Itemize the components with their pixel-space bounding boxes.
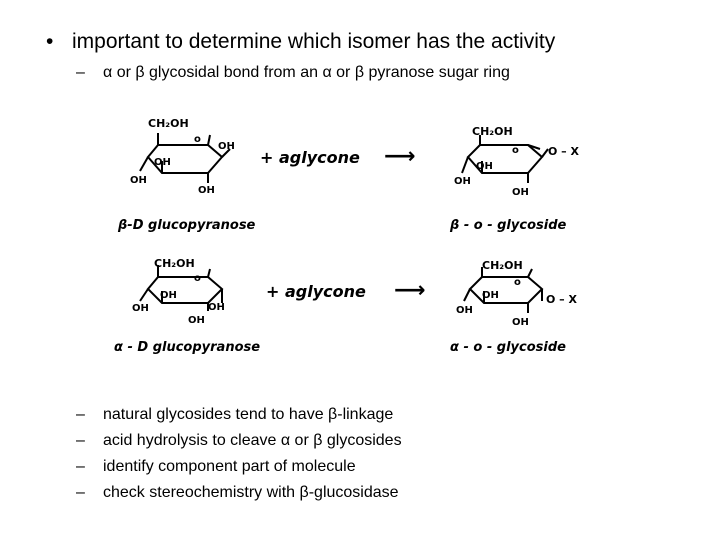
oh-label: OH (512, 317, 529, 328)
ch2oh-label: CH₂OH (154, 257, 195, 270)
list-item (76, 428, 402, 454)
ring-oxygen-label: o (512, 145, 519, 156)
alpha-glucopyranose-caption: α - D glucopyranose (114, 340, 261, 355)
dash-marker: – (76, 458, 85, 475)
o-x-label: O – X (546, 293, 577, 306)
oh-label: OH (476, 161, 493, 172)
notes-list (76, 402, 402, 506)
reaction-arrow: ⟶ (394, 278, 426, 303)
list-item-text: identify component part of molecule (103, 458, 356, 475)
beta-glycoside-caption: β - o - glycoside (450, 218, 567, 233)
ring-oxygen-label: o (194, 273, 201, 284)
dash-marker: – (76, 64, 85, 81)
oh-label: OH (154, 157, 171, 168)
ch2oh-label: CH₂OH (482, 259, 523, 272)
oh-label: OH (130, 175, 147, 186)
oh-label: OH (454, 176, 471, 187)
list-item-text: check stereochemistry with β-glucosidase (103, 484, 399, 501)
ring-oxygen-label: o (194, 134, 201, 145)
main-bullet-text: important to determine which isomer has the activity (72, 30, 556, 53)
oh-label: OH (218, 141, 235, 152)
list-item-text: natural glycosides tend to have β-linkage (103, 406, 394, 423)
ch2oh-label: CH₂OH (472, 125, 513, 138)
glycoside-reaction-figure (110, 105, 610, 370)
list-item (76, 454, 402, 480)
dash-marker: – (76, 432, 85, 449)
list-item (76, 402, 402, 428)
dash-marker: – (76, 406, 85, 423)
dash-marker: – (76, 484, 85, 501)
oh-label: OH (482, 290, 499, 301)
beta-glycoside-structure (462, 135, 548, 183)
oh-label: OH (512, 187, 529, 198)
list-item-text: acid hydrolysis to cleave α or β glycosides (103, 432, 402, 449)
ch2oh-label: CH₂OH (148, 117, 189, 130)
oh-label: OH (198, 185, 215, 196)
bullet-marker: • (46, 30, 54, 53)
sub-bullet (76, 64, 510, 82)
sub-bullet-text: α or β glycosidal bond from an α or β pyranose sugar ring (103, 64, 510, 81)
alpha-glycoside-structure (464, 267, 542, 313)
o-x-label: O – X (548, 145, 579, 158)
ring-oxygen-label: o (514, 277, 521, 288)
alpha-glycoside-caption: α - o - glycoside (450, 340, 566, 355)
oh-label: OH (160, 290, 177, 301)
beta-glucopyranose-caption: β-D glucopyranose (118, 218, 256, 233)
reaction-arrow: ⟶ (384, 144, 416, 169)
list-item (76, 480, 402, 506)
plus-aglycone-text: + aglycone (266, 282, 366, 301)
oh-label: OH (132, 303, 149, 314)
oh-label: OH (456, 305, 473, 316)
reaction-drawing (110, 105, 610, 370)
oh-label: OH (188, 315, 205, 326)
plus-aglycone-text: + aglycone (260, 148, 360, 167)
main-bullet (46, 30, 555, 54)
oh-label: OH (208, 302, 225, 313)
